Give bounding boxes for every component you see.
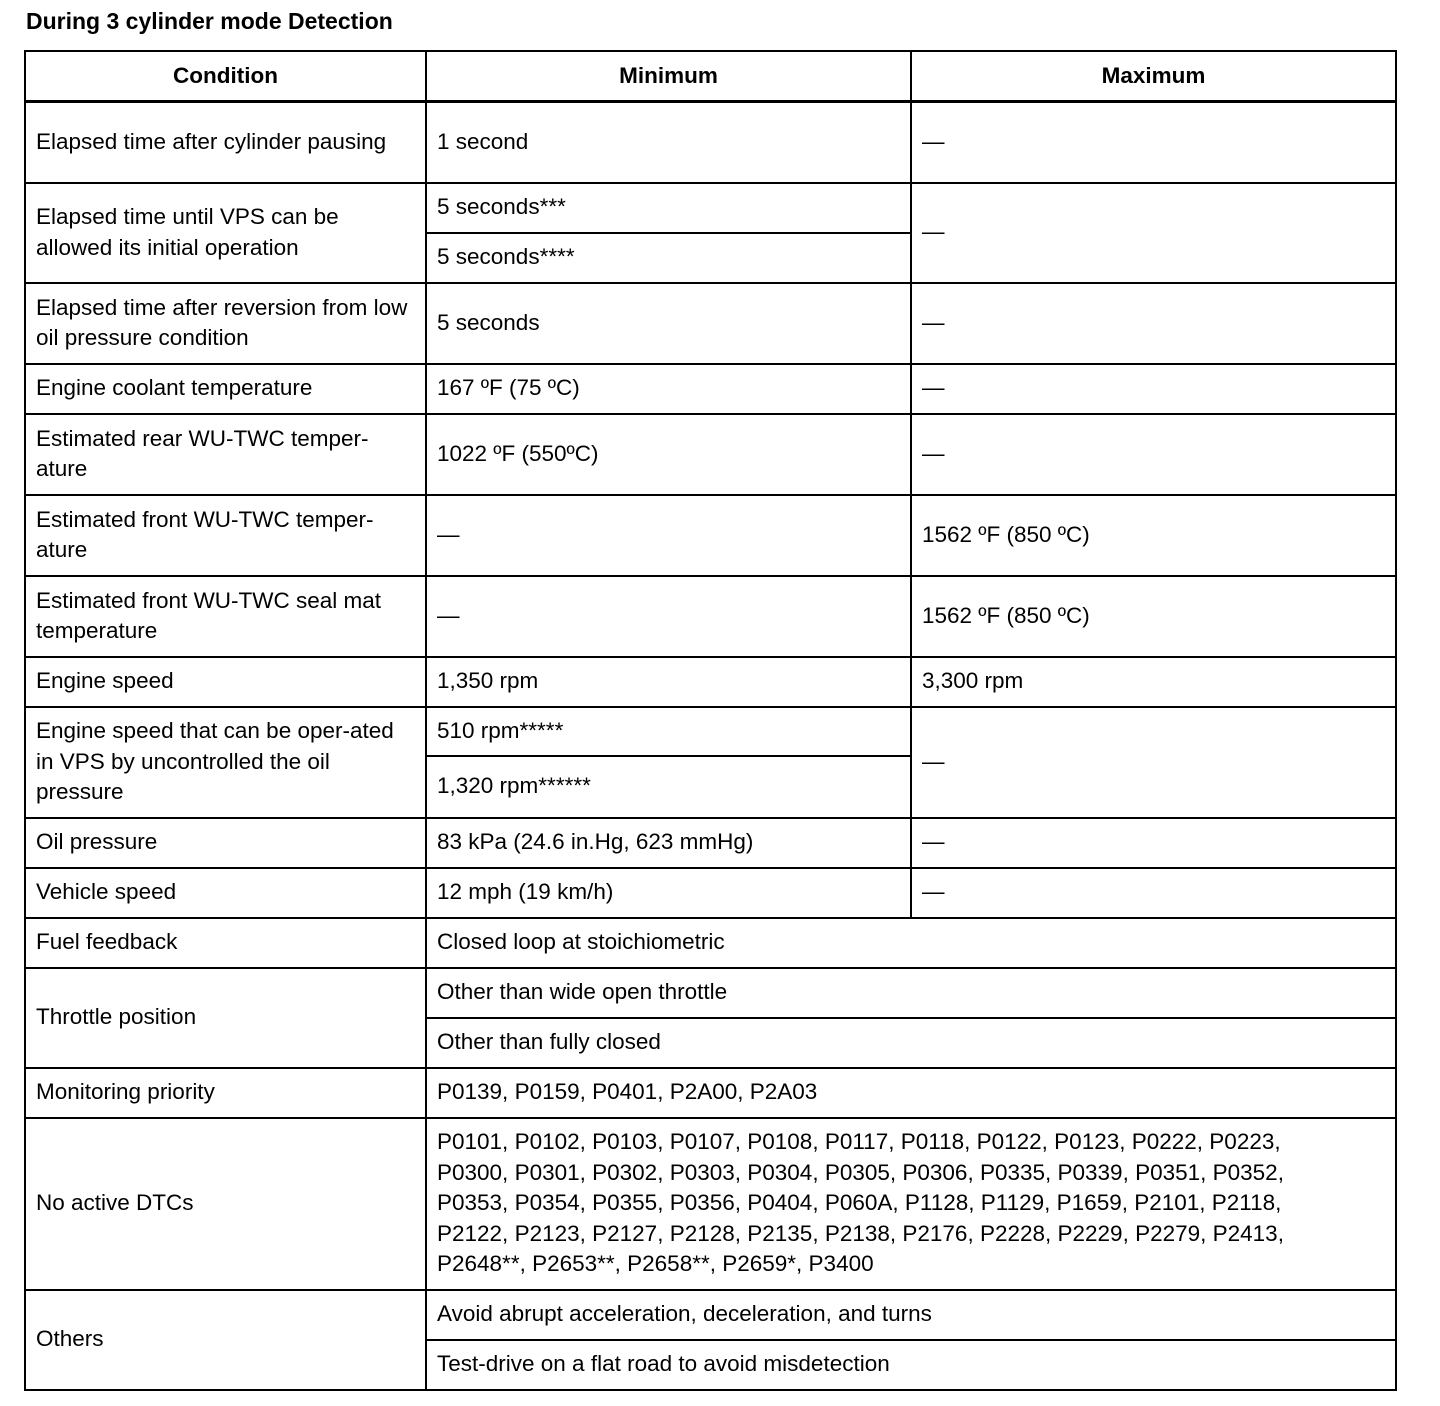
value-cell: Other than wide open throttle: [426, 968, 1396, 1018]
dtc-line: P0101, P0102, P0103, P0107, P0108, P0117, P0118, P0122, P0123, P0222, P0223,: [437, 1129, 1281, 1155]
value-cell: Other than fully closed: [426, 1018, 1396, 1068]
condition-cell: Engine coolant temperature: [25, 364, 426, 414]
value-cell: Avoid abrupt acceleration, deceleration, and turns: [426, 1290, 1396, 1340]
condition-cell: Engine speed that can be oper-ated in VPS by uncontrolled the oil pressure: [25, 707, 426, 818]
table-row: [25, 818, 1396, 868]
minimum-cell: 83 kPa (24.6 in.Hg, 623 mmHg): [426, 818, 911, 868]
table-row: [25, 183, 1396, 233]
maximum-cell: —: [911, 283, 1396, 364]
header-maximum: Maximum: [911, 51, 1396, 102]
table-row: [25, 707, 1396, 756]
table-row: [25, 102, 1396, 183]
table-row: [25, 968, 1396, 1018]
table-row: [25, 283, 1396, 364]
maximum-cell: 3,300 rpm: [911, 657, 1396, 707]
value-cell: Test-drive on a flat road to avoid misdetection: [426, 1340, 1396, 1390]
page-title: During 3 cylinder mode Detection: [26, 8, 393, 34]
maximum-cell: —: [911, 818, 1396, 868]
condition-cell: Elapsed time after reversion from low oil pressure condition: [25, 283, 426, 364]
dtc-line: P2122, P2123, P2127, P2128, P2135, P2138, P2176, P2228, P2229, P2279, P2413,: [437, 1220, 1284, 1246]
value-cell: Closed loop at stoichiometric: [426, 918, 1396, 968]
table-row: [25, 918, 1396, 968]
maximum-cell: —: [911, 102, 1396, 183]
minimum-cell: 1,350 rpm: [426, 657, 911, 707]
condition-cell: Estimated rear WU-TWC temper-ature: [25, 414, 426, 495]
header-row: [25, 51, 1396, 102]
condition-cell: Others: [25, 1290, 426, 1390]
table-row: [25, 1068, 1396, 1118]
maximum-cell: —: [911, 183, 1396, 283]
minimum-cell: 1 second: [426, 102, 911, 183]
table-row: [25, 495, 1396, 576]
maximum-cell: —: [911, 414, 1396, 495]
header-minimum: Minimum: [426, 51, 911, 102]
condition-cell: Engine speed: [25, 657, 426, 707]
minimum-cell: 167 ºF (75 ºC): [426, 364, 911, 414]
header-condition: Condition: [25, 51, 426, 102]
condition-cell: Elapsed time until VPS can be allowed its initial operation: [25, 183, 426, 283]
table-row: [25, 414, 1396, 495]
minimum-cell: 1022 ºF (550ºC): [426, 414, 911, 495]
table-row: [25, 364, 1396, 414]
table-row: [25, 1118, 1396, 1290]
minimum-cell: 1,320 rpm******: [426, 756, 911, 818]
dtc-line: P2648**, P2653**, P2658**, P2659*, P3400: [437, 1251, 874, 1277]
minimum-cell: 5 seconds: [426, 283, 911, 364]
table-row: [25, 1290, 1396, 1340]
condition-cell: Fuel feedback: [25, 918, 426, 968]
value-cell: P0139, P0159, P0401, P2A00, P2A03: [426, 1068, 1396, 1118]
condition-cell: Throttle position: [25, 968, 426, 1068]
condition-cell: Estimated front WU-TWC temper-ature: [25, 495, 426, 576]
minimum-cell: 510 rpm*****: [426, 707, 911, 756]
maximum-cell: —: [911, 868, 1396, 918]
dtc-list-cell: [426, 1118, 1396, 1290]
dtc-line: P0300, P0301, P0302, P0303, P0304, P0305, P0306, P0335, P0339, P0351, P0352,: [437, 1159, 1284, 1185]
condition-cell: No active DTCs: [25, 1118, 426, 1290]
maximum-cell: 1562 ºF (850 ºC): [911, 576, 1396, 657]
maximum-cell: —: [911, 707, 1396, 818]
condition-cell: Estimated front WU-TWC seal mat temperature: [25, 576, 426, 657]
minimum-cell: 12 mph (19 km/h): [426, 868, 911, 918]
detection-conditions-table: [24, 50, 1397, 1391]
condition-cell: Monitoring priority: [25, 1068, 426, 1118]
dtc-line: P0353, P0354, P0355, P0356, P0404, P060A, P1128, P1129, P1659, P2101, P2118,: [437, 1190, 1282, 1216]
table-row: [25, 576, 1396, 657]
minimum-cell: —: [426, 495, 911, 576]
maximum-cell: —: [911, 364, 1396, 414]
condition-cell: Elapsed time after cylinder pausing: [25, 102, 426, 183]
condition-cell: Vehicle speed: [25, 868, 426, 918]
maximum-cell: 1562 ºF (850 ºC): [911, 495, 1396, 576]
table-row: [25, 657, 1396, 707]
condition-cell: Oil pressure: [25, 818, 426, 868]
minimum-cell: 5 seconds***: [426, 183, 911, 233]
table-row: [25, 868, 1396, 918]
minimum-cell: 5 seconds****: [426, 233, 911, 283]
minimum-cell: —: [426, 576, 911, 657]
